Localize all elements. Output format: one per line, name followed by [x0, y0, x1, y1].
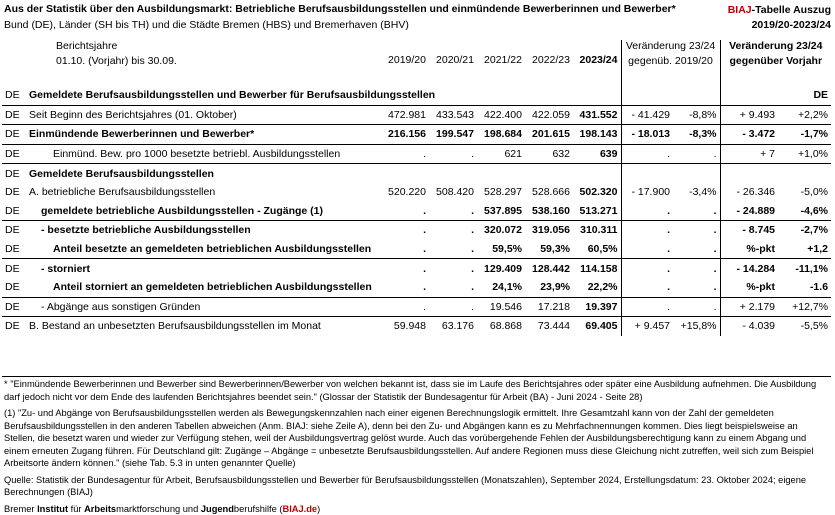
value-cell: 199.547 — [429, 125, 477, 145]
change-vs-2019-pct: . — [673, 221, 720, 240]
row-label: Einmünd. Bew. pro 1000 besetzte betriebl. Ausbildungsstellen — [26, 144, 381, 164]
table-row — [2, 240, 831, 259]
change-vs-prev-pct: DE — [778, 86, 831, 105]
row-label: Anteil storniert an gemeldeten betrieblichen Ausbildungsstellen — [26, 278, 381, 297]
table-type-label: -Tabelle Auszug — [752, 4, 831, 16]
institute-credit: Bremer Institut für Arbeitsmarktforschung und Jugendberufshilfe (BIAJ.de) — [4, 503, 831, 515]
value-cell: 320.072 — [477, 221, 525, 240]
value-cell: 60,5% — [573, 240, 621, 259]
value-cell: 59,5% — [477, 240, 525, 259]
table-row — [2, 86, 831, 105]
value-cell: 632 — [525, 144, 573, 164]
change-vs-prev-abs: %-pkt — [720, 278, 778, 297]
value-cell: 216.156 — [381, 125, 429, 145]
row-label: Anteil besetzte an gemeldeten betrieblichen Ausbildungsstellen — [26, 240, 381, 259]
page-title: Aus der Statistik über den Ausbildungsmarkt: Betriebliche Berufsausbildungsstellen und einmündende Bewerberinnen und Bewerber* — [4, 3, 831, 15]
year-header: 2022/23 — [525, 40, 573, 86]
table-row — [2, 297, 831, 317]
value-cell: . — [381, 297, 429, 317]
value-cell: 128.442 — [525, 259, 573, 278]
change-vs-prev-abs: - 4.039 — [720, 317, 778, 336]
value-cell: . — [381, 221, 429, 240]
change-vs-prev-pct — [778, 164, 831, 183]
value-cell — [573, 164, 621, 183]
value-cell: 422.400 — [477, 105, 525, 125]
change-vs-prev-abs: - 8.745 — [720, 221, 778, 240]
value-cell: 502.320 — [573, 183, 621, 202]
biaj-label: BIAJ — [728, 4, 752, 16]
table-row — [2, 317, 831, 336]
value-cell: 23,9% — [525, 278, 573, 297]
change-vs-prev-pct: +1,0% — [778, 144, 831, 164]
value-cell: 19.546 — [477, 297, 525, 317]
region-cell: DE — [2, 317, 26, 336]
value-cell — [477, 164, 525, 183]
value-cell: 198.143 — [573, 125, 621, 145]
region-cell: DE — [2, 221, 26, 240]
change-vs-2019-pct: . — [673, 259, 720, 278]
table-row — [2, 278, 831, 297]
change-vs-prev-abs: + 9.493 — [720, 105, 778, 125]
row-label: - storniert — [26, 259, 381, 278]
value-cell: 68.868 — [477, 317, 525, 336]
value-cell: 537.895 — [477, 202, 525, 221]
region-cell: DE — [2, 125, 26, 145]
change-vs-prev-abs: - 26.346 — [720, 183, 778, 202]
header-badge — [728, 3, 831, 33]
region-cell: DE — [2, 297, 26, 317]
change-vs-prev-pct: -11,1% — [778, 259, 831, 278]
value-cell: . — [429, 240, 477, 259]
period-label: 2019/20-2023/24 — [728, 18, 831, 33]
value-cell — [573, 86, 621, 105]
region-cell: DE — [2, 183, 26, 202]
year-header: 2020/21 — [429, 40, 477, 86]
table-row — [2, 259, 831, 278]
change-vs-prev-pct: -2,7% — [778, 221, 831, 240]
change-vs-prev-pct: +12,7% — [778, 297, 831, 317]
value-cell: 433.543 — [429, 105, 477, 125]
region-cell: DE — [2, 86, 26, 105]
change-vs-prev-abs — [720, 86, 778, 105]
row-label: A. betriebliche Berufsausbildungsstellen — [26, 183, 381, 202]
change-vs-2019-abs: . — [621, 202, 673, 221]
year-header: 2019/20 — [381, 40, 429, 86]
change-vs-2019-abs: . — [621, 221, 673, 240]
change-vs-prev-abs: %-pkt — [720, 240, 778, 259]
change-vs-2019-abs: . — [621, 297, 673, 317]
change-vs-2019-pct: . — [673, 202, 720, 221]
change-vs-2019-pct: -8,3% — [673, 125, 720, 145]
change-vs-2019-header: Veränderung 23/24 gegenüb. 2019/20 — [621, 40, 720, 86]
value-cell: 431.552 — [573, 105, 621, 125]
table-row — [2, 105, 831, 125]
year-header: 2023/24 — [573, 40, 621, 86]
change-vs-2019-abs: - 17.900 — [621, 183, 673, 202]
table-row — [2, 183, 831, 202]
value-cell: 639 — [573, 144, 621, 164]
value-cell: 17.218 — [525, 297, 573, 317]
value-cell: . — [381, 240, 429, 259]
value-cell: . — [429, 259, 477, 278]
table-row — [2, 125, 831, 145]
value-cell — [381, 164, 429, 183]
change-vs-prev-abs: - 24.889 — [720, 202, 778, 221]
value-cell: 22,2% — [573, 278, 621, 297]
footnote-star: * "Einmündende Bewerberinnen und Bewerber sind Bewerberinnen/Bewerber von welchen bekannt ist, dass sie im Laufe des Berichtsjahres oder später eine Ausbildung aufnehmen. Die Ausbildung darf jedoch nicht vor dem Ende des laufenden Berichtsjahres beendet sein." (Glossar der Statistik der Bundesagentur für Arbeit (BA) - Juni 2024 - Seite 28) — [4, 378, 831, 403]
change-vs-prev-abs: + 7 — [720, 144, 778, 164]
row-label: Gemeldete Berufsausbildungsstellen und Bewerber für Berufsausbildungsstellen — [26, 86, 381, 105]
value-cell: . — [429, 297, 477, 317]
footnotes — [4, 378, 831, 515]
biaj-link[interactable]: BIAJ.de — [282, 504, 317, 514]
value-cell: . — [429, 202, 477, 221]
change-vs-2019-pct — [673, 164, 720, 183]
table-row — [2, 202, 831, 221]
value-cell: 538.160 — [525, 202, 573, 221]
notes-divider — [2, 376, 831, 377]
change-vs-2019-pct: -8,8% — [673, 105, 720, 125]
value-cell: . — [381, 259, 429, 278]
region-cell: DE — [2, 240, 26, 259]
column-header-row — [2, 40, 831, 86]
data-table — [2, 40, 831, 336]
value-cell: 520.220 — [381, 183, 429, 202]
region-cell: DE — [2, 144, 26, 164]
value-cell: 422.059 — [525, 105, 573, 125]
change-vs-2019-abs: . — [621, 240, 673, 259]
change-vs-prev-pct: -5,5% — [778, 317, 831, 336]
value-cell: 24,1% — [477, 278, 525, 297]
change-vs-prev-pct: -1.6 — [778, 278, 831, 297]
row-label: - Abgänge aus sonstigen Gründen — [26, 297, 381, 317]
value-cell: 472.981 — [381, 105, 429, 125]
value-cell: 528.666 — [525, 183, 573, 202]
region-cell: DE — [2, 278, 26, 297]
change-vs-prev-abs: - 3.472 — [720, 125, 778, 145]
footnote-one: (1) "Zu- und Abgänge von Berufsausbildungsstellen werden als Bewegungskennzahlen nach einer eigenen Berechnungslogik ermittelt. Ihre Gesamtzahl kann von der Zahl der gemeldeten Berufsausbildungsstellen in den anderen Tabellen abweichen (Anm. BIAJ: siehe Zeile A), denn bei den Zu- und Abgängen kann es zu Mehrfachnennungen kommen. Dies liegt beispielsweise an Stellen, die besetzt waren und wieder zur Verfügung stehen, weil der Ausbildungsvertrag gelöst wurde. Auch das vorübergehende Fehlen der Ausbildungsberechtigung kann zu einem Abgang und einem erneuten Zugang führen. Für Deutschland gilt: Zugänge – Abgänge = unbesetzte Berufsausbildungsstellen. Auf andere Regionen muss diese Gleichung nicht zutreffen, weil sich zum Beispiel Arbeitsorte ändern können." (siehe Tab. 5.3 in unten genannter Quelle) — [4, 407, 831, 470]
change-vs-2019-abs — [621, 164, 673, 183]
value-cell: . — [381, 144, 429, 164]
row-label: Gemeldete Berufsausbildungsstellen — [26, 164, 381, 183]
value-cell — [477, 86, 525, 105]
change-vs-2019-abs — [621, 86, 673, 105]
source-note: Quelle: Statistik der Bundesagentur für Arbeit, Berufsausbildungsstellen und Bewerber für Berufsausbildungsstellen (Monatszahlen), September 2024, Erstellungsdatum: 23. Oktober 2024; eigene Berechnungen (BIAJ) — [4, 474, 831, 499]
value-cell: 59.948 — [381, 317, 429, 336]
change-vs-2019-abs: + 9.457 — [621, 317, 673, 336]
value-cell: . — [429, 144, 477, 164]
value-cell: 508.420 — [429, 183, 477, 202]
year-header: 2021/22 — [477, 40, 525, 86]
change-vs-prev-abs — [720, 164, 778, 183]
change-vs-2019-pct: -3,4% — [673, 183, 720, 202]
change-vs-prev-pct: +1,2 — [778, 240, 831, 259]
value-cell: 19.397 — [573, 297, 621, 317]
value-cell: 129.409 — [477, 259, 525, 278]
value-cell: 114.158 — [573, 259, 621, 278]
change-vs-prev-pct: -4,6% — [778, 202, 831, 221]
change-vs-2019-pct: . — [673, 278, 720, 297]
row-label: B. Bestand an unbesetzten Berufsausbildungsstellen im Monat — [26, 317, 381, 336]
value-cell: . — [429, 278, 477, 297]
row-label: - besetzte betriebliche Ausbildungsstellen — [26, 221, 381, 240]
value-cell — [429, 86, 477, 105]
value-cell — [525, 164, 573, 183]
value-cell — [525, 86, 573, 105]
value-cell: 621 — [477, 144, 525, 164]
row-label: gemeldete betriebliche Ausbildungsstellen - Zugänge (1) — [26, 202, 381, 221]
value-cell: . — [429, 221, 477, 240]
value-cell: 59,3% — [525, 240, 573, 259]
change-vs-2019-abs: - 41.429 — [621, 105, 673, 125]
row-label: Seit Beginn des Berichtsjahres (01. Oktober) — [26, 105, 381, 125]
change-vs-2019-pct: . — [673, 297, 720, 317]
value-cell: 198.684 — [477, 125, 525, 145]
value-cell: 513.271 — [573, 202, 621, 221]
table-row — [2, 144, 831, 164]
region-cell: DE — [2, 105, 26, 125]
value-cell — [429, 164, 477, 183]
value-cell: 528.297 — [477, 183, 525, 202]
change-vs-2019-abs: - 18.013 — [621, 125, 673, 145]
change-vs-prev-pct: +2,2% — [778, 105, 831, 125]
change-vs-2019-pct: +15,8% — [673, 317, 720, 336]
value-cell: 63.176 — [429, 317, 477, 336]
change-vs-2019-abs: . — [621, 144, 673, 164]
row-label: Einmündende Bewerberinnen und Bewerber* — [26, 125, 381, 145]
region-cell: DE — [2, 202, 26, 221]
change-vs-2019-abs: . — [621, 259, 673, 278]
change-vs-prev-pct: -1,7% — [778, 125, 831, 145]
value-cell: 310.311 — [573, 221, 621, 240]
change-vs-prev-year-header: Veränderung 23/24 gegenüber Vorjahr — [720, 40, 831, 86]
change-vs-2019-abs: . — [621, 278, 673, 297]
change-vs-2019-pct — [673, 86, 720, 105]
value-cell: 73.444 — [525, 317, 573, 336]
change-vs-2019-pct: . — [673, 144, 720, 164]
change-vs-2019-pct: . — [673, 240, 720, 259]
page-subtitle: Bund (DE), Länder (SH bis TH) und die Städte Bremen (HBS) und Bremerhaven (BHV) — [4, 19, 831, 31]
change-vs-prev-abs: + 2.179 — [720, 297, 778, 317]
value-cell: 319.056 — [525, 221, 573, 240]
header — [4, 3, 831, 31]
table-row — [2, 164, 831, 183]
period-header: Berichtsjahre 01.10. (Vorjahr) bis 30.09. — [26, 40, 381, 86]
value-cell: . — [381, 278, 429, 297]
region-cell: DE — [2, 259, 26, 278]
change-vs-prev-abs: - 14.284 — [720, 259, 778, 278]
value-cell: . — [381, 202, 429, 221]
change-vs-prev-pct: -5,0% — [778, 183, 831, 202]
value-cell: 201.615 — [525, 125, 573, 145]
value-cell: 69.405 — [573, 317, 621, 336]
region-cell: DE — [2, 164, 26, 183]
table-row — [2, 221, 831, 240]
